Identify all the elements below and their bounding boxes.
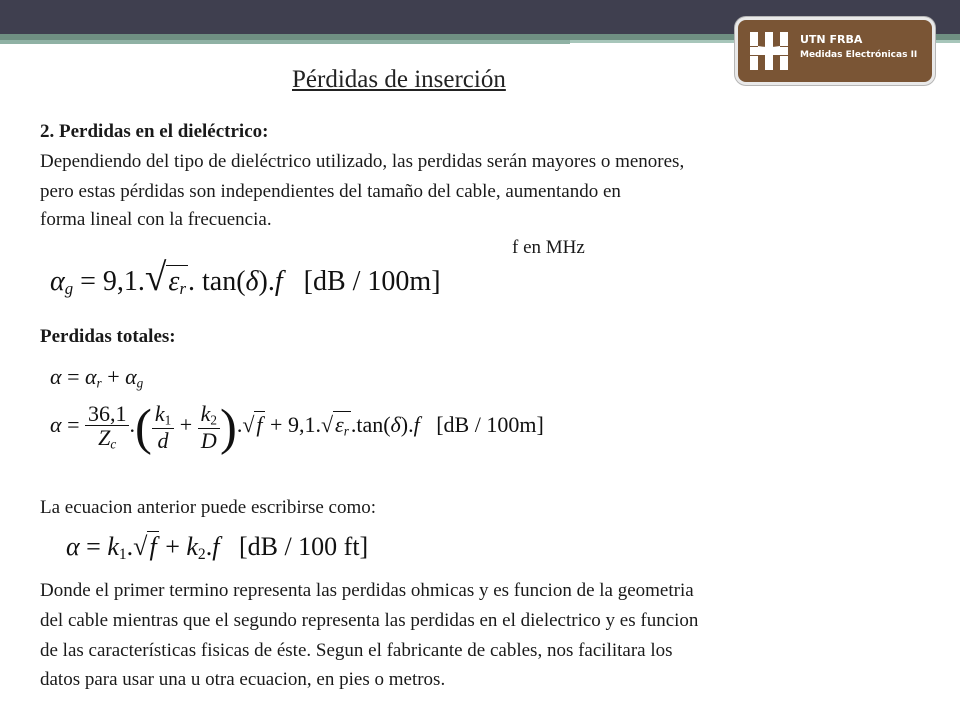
- paragraph-line: Donde el primer termino representa las perdidas ohmicas y es funcion de la geometria: [40, 580, 694, 601]
- formula2-units: [dB / 100m]: [436, 412, 544, 438]
- rewrite-line: La ecuacion anterior puede escribirse como:: [40, 497, 377, 518]
- formula-total-expanded: α = $\frac{36,1}{Z_c}$ .( $\frac{k_1}{d}$ + $\frac{k_2}{D}$ )$.√f + 9,1.√\varepsilon_r.\tan(\delta).f$ [dB / 100m]: [50, 399, 544, 455]
- logo-line-2: Medidas Electrónicas II: [800, 50, 918, 60]
- paragraph-line: del cable mientras que el segundo representa las perdidas en el dielectrico y es funcion: [40, 610, 699, 631]
- paragraph-line: pero estas pérdidas son independientes del tamaño del cable, aumentando en: [40, 181, 621, 202]
- formula-total-sum: $\alpha = \alpha_r + \alpha_g$: [50, 364, 144, 391]
- formula-dielectric-loss: $\alpha_g = 9,1.√\varepsilon_r$. tan(δ).f [dB / 100m]: [50, 256, 441, 299]
- paragraph-line: datos para usar una u otra ecuacion, en pies o metros.: [40, 669, 446, 690]
- slide-title: Pérdidas de inserción: [292, 66, 506, 93]
- logo-line-1: UTN FRBA: [800, 33, 863, 46]
- utn-emblem-icon: [746, 28, 792, 74]
- header-stripe-light: [0, 40, 570, 44]
- frequency-note: f en MHz: [512, 237, 585, 258]
- paragraph-line: Dependiendo del tipo de dieléctrico utilizado, las perdidas serán mayores o menores,: [40, 151, 685, 172]
- paragraph-line: de las características fisicas de éste. Segun el fabricante de cables, nos facilitara los: [40, 640, 673, 661]
- section-heading: 2. Perdidas en el dieléctrico:: [40, 121, 269, 142]
- formula-compact: $\alpha = k_1.√f + k_2.f$ [dB / 100 ft]: [66, 532, 369, 563]
- formula1-units: [dB / 100m]: [303, 266, 441, 297]
- paragraph-line: forma lineal con la frecuencia.: [40, 209, 272, 230]
- totals-heading: Perdidas totales:: [40, 326, 176, 347]
- formula3-units: [dB / 100 ft]: [238, 532, 369, 561]
- utn-logo: [738, 20, 932, 82]
